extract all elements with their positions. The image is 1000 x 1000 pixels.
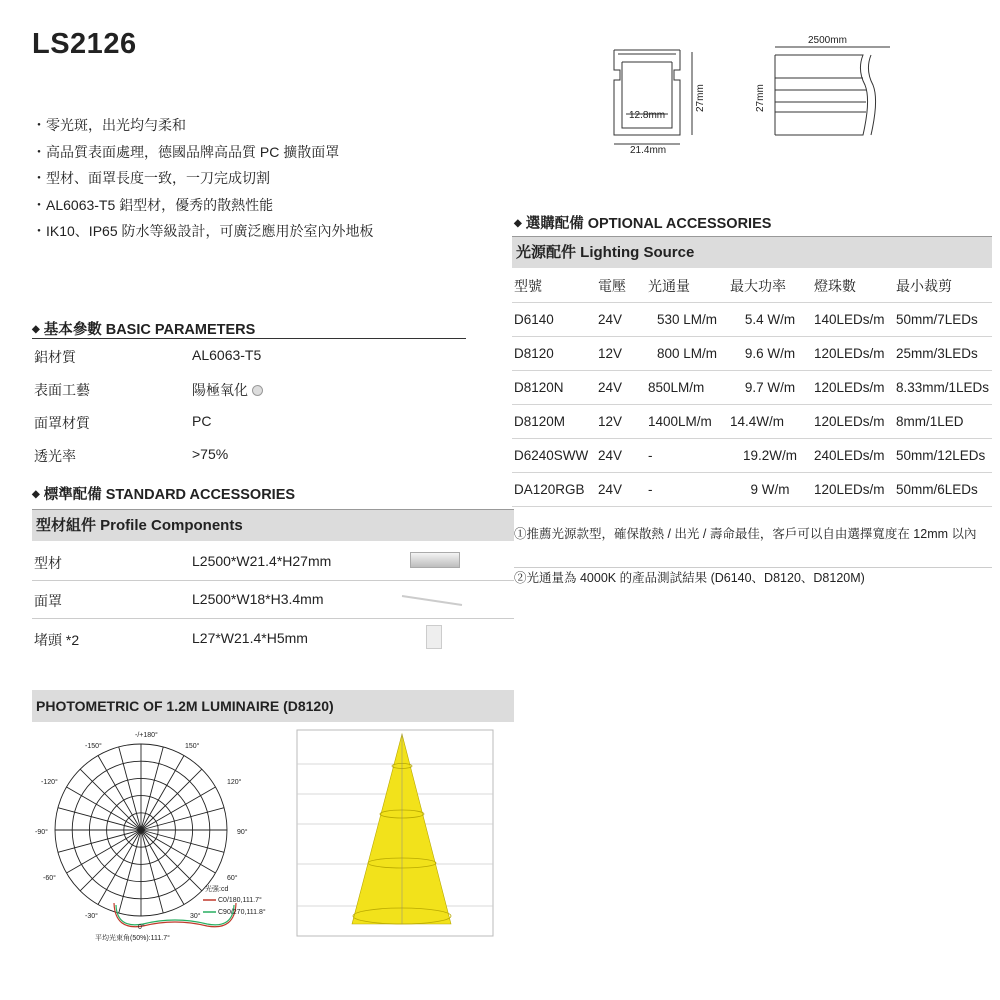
diamond-icon: ◆ xyxy=(32,324,40,335)
polar-spoke xyxy=(141,808,224,830)
table-cell: 9 W/m xyxy=(728,473,812,507)
polar-spoke xyxy=(141,830,224,852)
illuminance-cone-chart xyxy=(285,724,495,946)
accessory-label: 型材 xyxy=(34,555,62,571)
legend-entry: C90/270,111.8° xyxy=(218,909,266,916)
accessory-label: 面罩 xyxy=(34,593,62,609)
param-label: 鋁材質 xyxy=(34,349,76,365)
column-header: 最小裁剪 xyxy=(894,269,992,303)
polar-spoke xyxy=(141,756,184,830)
optional-heading: ◆ 選購配備 OPTIONAL ACCESSORIES xyxy=(514,216,772,232)
table-cell: 50mm/7LEDs xyxy=(894,303,992,337)
table-row xyxy=(512,371,992,405)
table-cell: 12V xyxy=(596,405,646,439)
table-cell: DA120RGB xyxy=(512,473,596,507)
polar-spoke xyxy=(80,769,141,830)
accessory-label: 堵頭 *2 xyxy=(34,632,80,648)
divider xyxy=(32,338,466,339)
param-value: PC xyxy=(192,413,212,429)
polar-spoke xyxy=(141,830,184,904)
table-cell: 240LEDs/m xyxy=(812,439,894,473)
polar-spoke xyxy=(141,747,163,830)
polar-spoke xyxy=(141,787,215,830)
diamond-icon: ◆ xyxy=(514,218,522,229)
table-cell: 120LEDs/m xyxy=(812,371,894,405)
table-cell: D6140 xyxy=(512,303,596,337)
product-title: LS2126 xyxy=(32,28,137,60)
feature-item: ・ 零光斑，出光均勻柔和 xyxy=(32,112,374,139)
table-header-row xyxy=(512,269,992,303)
photometric-bar: PHOTOMETRIC OF 1.2M LUMINAIRE (D8120) xyxy=(32,690,514,722)
feature-item: ・ 高品質表面處理，德國品牌高品質 PC 擴散面罩 xyxy=(32,139,374,166)
table-cell: 530 LM/m xyxy=(646,303,728,337)
lighting-source-table xyxy=(512,269,992,507)
table-cell: D8120M xyxy=(512,405,596,439)
profile-thumbnail xyxy=(410,552,460,568)
angle-label: -/+180° xyxy=(135,732,158,739)
endcap-thumbnail xyxy=(426,625,442,649)
column-header: 最大功率 xyxy=(728,269,812,303)
table-cell: 14.4W/m xyxy=(728,405,812,439)
angle-label: -120° xyxy=(41,779,58,786)
table-cell: 24V xyxy=(596,473,646,507)
table-cell: 850LM/m xyxy=(646,371,728,405)
param-label: 面罩材質 xyxy=(34,415,90,431)
angle-label: 150° xyxy=(185,743,200,750)
table-cell: 12V xyxy=(596,337,646,371)
polar-spoke xyxy=(98,830,141,904)
angle-label: 0° xyxy=(138,924,145,931)
table-cell: 8.33mm/1LEDs xyxy=(894,371,992,405)
avg-beam-angle: 平均光束角(50%):111.7° xyxy=(95,935,170,942)
table-cell: 120LEDs/m xyxy=(812,337,894,371)
polar-spoke xyxy=(58,830,141,852)
table-cell: 5.4 W/m xyxy=(728,303,812,337)
diamond-icon: ◆ xyxy=(32,489,40,500)
divider xyxy=(32,580,514,581)
param-label: 表面工藝 xyxy=(34,382,90,398)
angle-label: 120° xyxy=(227,779,242,786)
polar-spoke xyxy=(119,830,141,913)
polar-spoke xyxy=(141,769,202,830)
param-value: AL6063-T5 xyxy=(192,347,262,363)
table-cell: 19.2W/m xyxy=(728,439,812,473)
table-row xyxy=(512,337,992,371)
angle-label: -90° xyxy=(35,829,48,836)
column-header: 光通量 xyxy=(646,269,728,303)
feature-item: ・ AL6063-T5 鋁型材，優秀的散熱性能 xyxy=(32,192,374,219)
column-header: 電壓 xyxy=(596,269,646,303)
table-cell: 1400LM/m xyxy=(646,405,728,439)
accessory-value: L2500*W18*H3.4mm xyxy=(192,591,324,607)
table-cell: - xyxy=(646,473,728,507)
table-cell: D6240SWW xyxy=(512,439,596,473)
polar-spoke xyxy=(141,830,215,873)
note-2: ②光通量為 4000K 的產品測試結果 (D6140、D8120、D8120M) xyxy=(514,571,865,585)
param-label: 透光率 xyxy=(34,448,76,464)
column-header: 型號 xyxy=(512,269,596,303)
table-row xyxy=(512,439,992,473)
polar-spoke xyxy=(80,830,141,891)
table-row xyxy=(512,405,992,439)
profile-components-bar: 型材組件 Profile Components xyxy=(32,509,514,541)
standard-heading: ◆ 標準配備 STANDARD ACCESSORIES xyxy=(32,487,296,503)
table-cell: 120LEDs/m xyxy=(812,405,894,439)
legend-unit: 光强:cd xyxy=(205,886,229,893)
cover-thumbnail xyxy=(400,592,465,608)
accessory-value: L2500*W21.4*H27mm xyxy=(192,553,332,569)
feature-list xyxy=(32,112,374,245)
table-cell: 8mm/1LED xyxy=(894,405,992,439)
feature-item: ・ IK10、IP65 防水等級設計，可廣泛應用於室內外地板 xyxy=(32,218,374,245)
table-cell: 9.6 W/m xyxy=(728,337,812,371)
inner-width-label: 12.8mm xyxy=(629,110,666,121)
accessory-value: L27*W21.4*H5mm xyxy=(192,630,308,646)
angle-label: 30° xyxy=(190,913,201,920)
table-cell: D8120N xyxy=(512,371,596,405)
side-height-label: 27mm xyxy=(755,84,766,112)
polar-spoke xyxy=(67,830,141,873)
column-header: 燈珠數 xyxy=(812,269,894,303)
param-value: 陽極氧化 xyxy=(192,380,263,400)
angle-label: -60° xyxy=(43,875,56,882)
table-cell: 24V xyxy=(596,371,646,405)
table-cell: 120LEDs/m xyxy=(812,473,894,507)
polar-spoke xyxy=(58,808,141,830)
angle-label: 90° xyxy=(237,829,248,836)
feature-item: ・ 型材、面罩長度一致，一刀完成切割 xyxy=(32,165,374,192)
lighting-source-bar: 光源配件 Lighting Source xyxy=(512,236,992,268)
angle-label: 60° xyxy=(227,875,238,882)
table-row xyxy=(512,303,992,337)
legend-entry: C0/180,111.7° xyxy=(218,897,262,904)
polar-spoke xyxy=(141,830,202,891)
basic-heading: ◆ 基本參數 BASIC PARAMETERS xyxy=(32,322,256,338)
table-cell: 24V xyxy=(596,303,646,337)
length-label: 2500mm xyxy=(808,35,847,46)
table-cell: 25mm/3LEDs xyxy=(894,337,992,371)
table-cell: 9.7 W/m xyxy=(728,371,812,405)
param-value: >75% xyxy=(192,446,229,462)
height-label: 27mm xyxy=(695,84,706,112)
table-row xyxy=(512,473,992,507)
table-cell: 24V xyxy=(596,439,646,473)
table-cell: 50mm/6LEDs xyxy=(894,473,992,507)
table-cell: 140LEDs/m xyxy=(812,303,894,337)
divider xyxy=(32,618,514,619)
finish-swatch-icon xyxy=(252,385,263,396)
width-label: 21.4mm xyxy=(630,145,667,155)
polar-spoke xyxy=(67,787,141,830)
table-cell: 50mm/12LEDs xyxy=(894,439,992,473)
table-cell: D8120 xyxy=(512,337,596,371)
table-cell: - xyxy=(646,439,728,473)
polar-spoke xyxy=(98,756,141,830)
note-1: ①推薦光源款型，確保散熱 / 出光 / 壽命最佳，客戶可以自由選擇寬度在 12mm 以內 xyxy=(514,527,977,541)
profile-section-drawing xyxy=(600,40,720,155)
polar-spoke xyxy=(141,830,163,913)
angle-label: -30° xyxy=(85,913,98,920)
angle-label: -150° xyxy=(85,743,102,750)
table-cell: 800 LM/m xyxy=(646,337,728,371)
polar-spoke xyxy=(119,747,141,830)
polar-chart xyxy=(35,728,275,946)
profile-side-drawing xyxy=(745,30,895,140)
